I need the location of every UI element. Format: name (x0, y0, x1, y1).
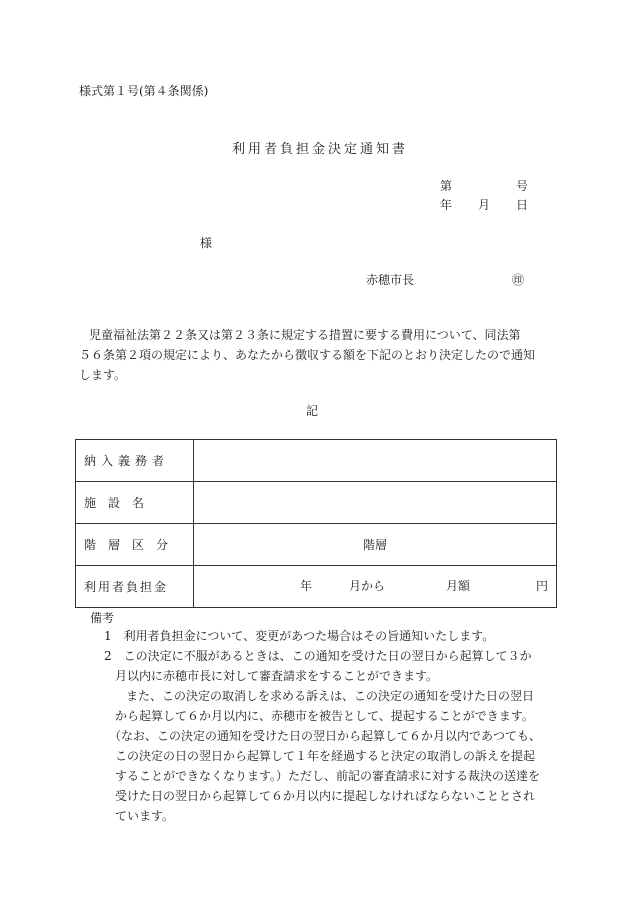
value-fee (194, 566, 557, 608)
body-paragraph (79, 325, 559, 385)
addressee-suffix: 様 (200, 236, 213, 250)
fee-yen: 円 (536, 579, 549, 593)
note-line: 1 利用者負担金について、変更があつた場合はその旨通知いたします。 (104, 629, 495, 643)
note-line: 受けた日の翌日から起算して６か月以内に提起しなければならないこととされ (115, 789, 536, 803)
date-year: 年 (440, 198, 453, 212)
body-line: ５６条第２項の規定により、あなたから徴収する額を下記のとおり決定したので通知 (79, 348, 536, 362)
label-facility: 施 設 名 (76, 482, 194, 524)
value-facility (194, 482, 557, 524)
seal-mark: ㊞ (512, 273, 525, 287)
number-dai: 第 (440, 179, 453, 193)
value-tier: 階層 (194, 524, 557, 566)
label-payer: 納入義務者 (76, 440, 194, 482)
fee-monthly: 月額 (446, 579, 471, 593)
issuer-name: 赤穂市長 (366, 273, 415, 287)
body-line: します。 (79, 368, 127, 382)
note-line: （なお、この決定の通知を受けた日の翌日から起算して６か月以内であつても、 (109, 729, 542, 743)
note-line: から起算して６か月以内に、赤穂市を被告として、提起することができます。 (115, 709, 534, 723)
note-line: この決定の日の翌日から起算して１年を経過すると決定の取消しの訴えを提起 (115, 749, 536, 763)
table-row (76, 482, 557, 524)
note-line: 月以内に赤穂市長に対して審査請求をすることができます。 (115, 669, 439, 683)
remarks-title: 備考 (90, 611, 115, 625)
body-line: 児童福祉法第２２条又は第２３条に規定する措置に要する費用について、同法第 (89, 328, 521, 342)
form-number: 様式第１号(第４条関係) (79, 84, 209, 98)
date-month: 月 (478, 198, 491, 212)
fee-info-table (75, 439, 557, 608)
label-fee: 利用者負担金 (76, 566, 194, 608)
fee-year: 年 (300, 579, 313, 593)
label-tier: 階 層 区 分 (76, 524, 194, 566)
date-day: 日 (516, 198, 529, 212)
note-line: 2 この決定に不服があるときは、この通知を受けた日の翌日から起算して３か (104, 649, 532, 663)
value-payer (194, 440, 557, 482)
table-row (76, 566, 557, 608)
note-line: ています。 (115, 809, 175, 823)
note-line: また、この決定の取消しを求める訴えは、この決定の通知を受けた日の翌日 (126, 689, 535, 703)
fee-from-month: 月から (349, 579, 386, 593)
number-go: 号 (516, 179, 529, 193)
table-row (76, 440, 557, 482)
note-line: することができなくなります。）ただし、前記の審査請求に対する裁決の送達を (115, 769, 541, 783)
table-row (76, 524, 557, 566)
ki-heading: 記 (306, 404, 319, 418)
document-title: 利用者負担金決定通知書 (232, 142, 409, 157)
